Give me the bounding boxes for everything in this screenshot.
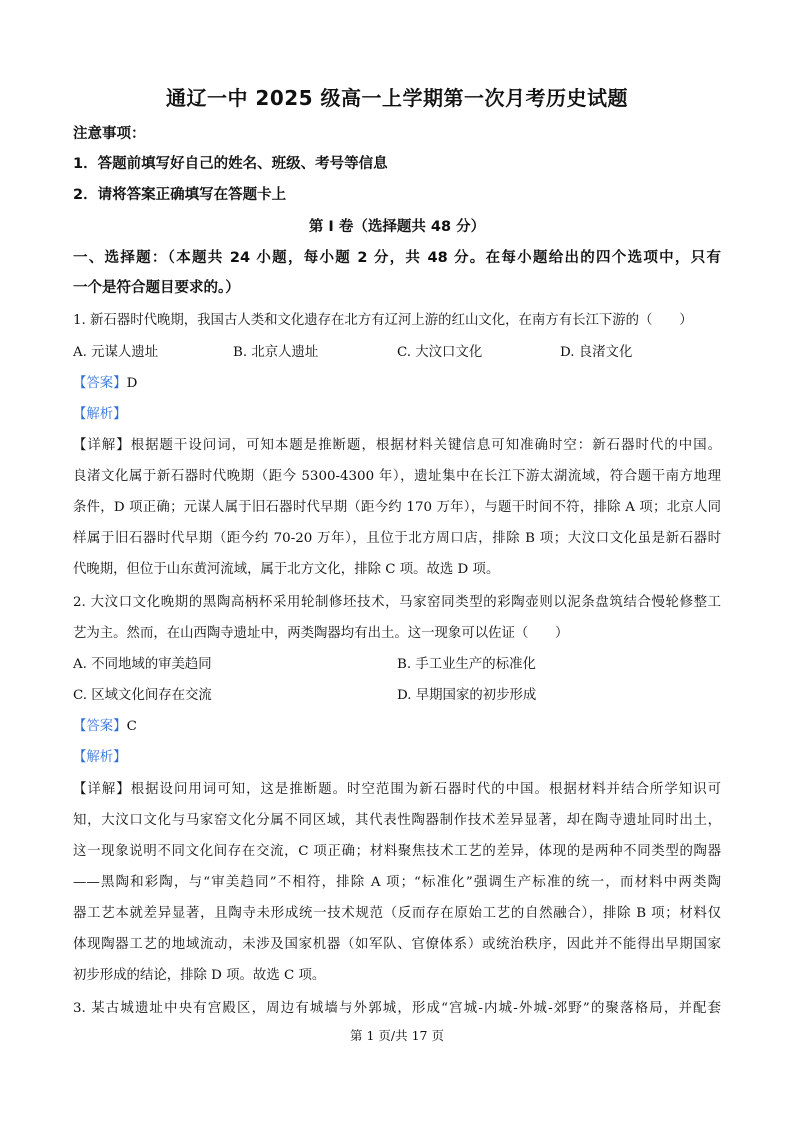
q2-detail-line-1 xyxy=(73,778,721,797)
part-heading-line-1: 一、选择题：（本题共 24 小题，每小题 2 分，共 48 分。在每小题给出的四个选项中，只有 xyxy=(73,250,721,266)
q2-option-a: A. 不同地域的审美趋同 xyxy=(73,657,212,672)
q1-answer-value: D xyxy=(126,376,138,391)
q2-answer xyxy=(73,715,137,734)
q1-stem: 1. 新石器时代晚期，我国古人类和文化遗存在北方有辽河上游的红山文化，在南方有长江下游的（ ） xyxy=(73,313,693,328)
analysis-label: 【解析】 xyxy=(73,750,127,765)
analysis-label: 【解析】 xyxy=(73,407,127,422)
q1-detail-line-3: 条件，D 项正确；元谋人属于旧石器时代早期（距今约 170 万年），与题干时间不符，排除 A 项；北京人同 xyxy=(73,500,721,515)
q2-detail-line-5: 器工艺本就差异显著，且陶寺未形成统一技术规范（反而存在原始工艺的自然融合），排除 B 项；材料仅 xyxy=(73,906,721,921)
notice-heading: 注意事项： xyxy=(73,126,146,142)
q2-detail-line-4: ——黑陶和彩陶，与“审美趋同”不相符，排除 A 项；“标准化”强调生产标准的统一，而材料中两类陶 xyxy=(73,875,721,890)
q2-option-b: B. 手工业生产的标准化 xyxy=(397,657,536,672)
part-heading-line-2: 一个是符合题目要求的。） xyxy=(73,280,240,296)
detail-label: 【详解】 xyxy=(73,782,131,797)
q2-option-c: C. 区域文化间存在交流 xyxy=(73,688,212,703)
q2-detail-line-7: 初步形成的结论，排除 D 项。故选 C 项。 xyxy=(73,968,326,983)
q3-stem-line-1: 3. 某古城遗址中央有宫殿区，周边有城墙与外郭城，形成“宫城-内城-外城-郊野”的聚落格局，并配套 xyxy=(73,1001,721,1016)
q1-answer xyxy=(73,372,137,391)
q2-detail-line-3: 这一现象说明不同文化间存在交流，C 项正确；材料聚焦技术工艺的差异，体现的是两种不同类型的陶器 xyxy=(73,844,721,859)
q2-detail-line-6: 体现陶器工艺的地域流动，未涉及国家机器（如军队、官僚体系）或统治秩序，因此并不能得出早期国家 xyxy=(73,937,721,952)
q2-detail-text-1: 根据设问用词可知，这是推断题。时空范围为新石器时代的中国。根据材料并结合所学知识可 xyxy=(130,782,722,797)
q1-detail-line-5: 代晚期，但位于山东黄河流域，属于北方文化，排除 C 项。故选 D 项。 xyxy=(73,562,500,577)
q2-analysis-label xyxy=(73,746,127,765)
q1-option-a: A. 元谋人遗址 xyxy=(73,345,159,360)
notice-item-1: 1．答题前填写好自己的姓名、班级、考号等信息 xyxy=(73,156,388,172)
detail-label: 【详解】 xyxy=(73,438,131,453)
q2-option-d: D. 早期国家的初步形成 xyxy=(397,688,537,703)
q1-option-c: C. 大汶口文化 xyxy=(397,345,483,360)
q1-option-b: B. 北京人遗址 xyxy=(233,345,319,360)
q1-detail-text-1: 根据题干设问词，可知本题是推断题，根据材料关键信息可知准确时空：新石器时代的中国。 xyxy=(130,438,722,453)
q2-detail-line-2: 知，大汶口文化与马家窑文化分属不同区域，其代表性陶器制作技术差异显著，却在陶寺遗址同时出土， xyxy=(73,813,721,828)
notice-item-2: 2．请将答案正确填写在答题卡上 xyxy=(73,187,287,203)
page-title: 通辽一中 2025 级高一上学期第一次月考历史试题 xyxy=(165,86,629,110)
answer-label: 【答案】 xyxy=(73,719,127,734)
answer-label: 【答案】 xyxy=(73,376,127,391)
q1-analysis-label xyxy=(73,403,127,422)
q2-stem-line-1: 2. 大汶口文化晚期的黑陶高柄杯采用轮制修坯技术，马家窑同类型的彩陶壶则以泥条盘筑结合慢轮修整工 xyxy=(73,595,721,610)
q1-detail-line-1 xyxy=(73,434,721,453)
q1-detail-line-4: 样属于旧石器时代早期（距今约 70-20 万年），且位于北方周口店，排除 B 项；大汶口文化虽是新石器时 xyxy=(73,531,721,546)
page-footer: 第 1 页/共 17 页 xyxy=(350,1028,444,1043)
q1-option-d: D. 良渚文化 xyxy=(560,345,633,360)
q2-answer-value: C xyxy=(126,719,137,734)
q2-stem-line-2: 艺为主。然而，在山西陶寺遗址中，两类陶器均有出土。这一现象可以佐证（ ） xyxy=(73,626,569,641)
section-title: 第 I 卷（选择题共 48 分） xyxy=(308,219,486,235)
q1-detail-line-2: 良渚文化属于新石器时代晚期（距今 5300-4300 年），遗址集中在长江下游太湖流域，符合题干南方地理 xyxy=(73,469,721,484)
